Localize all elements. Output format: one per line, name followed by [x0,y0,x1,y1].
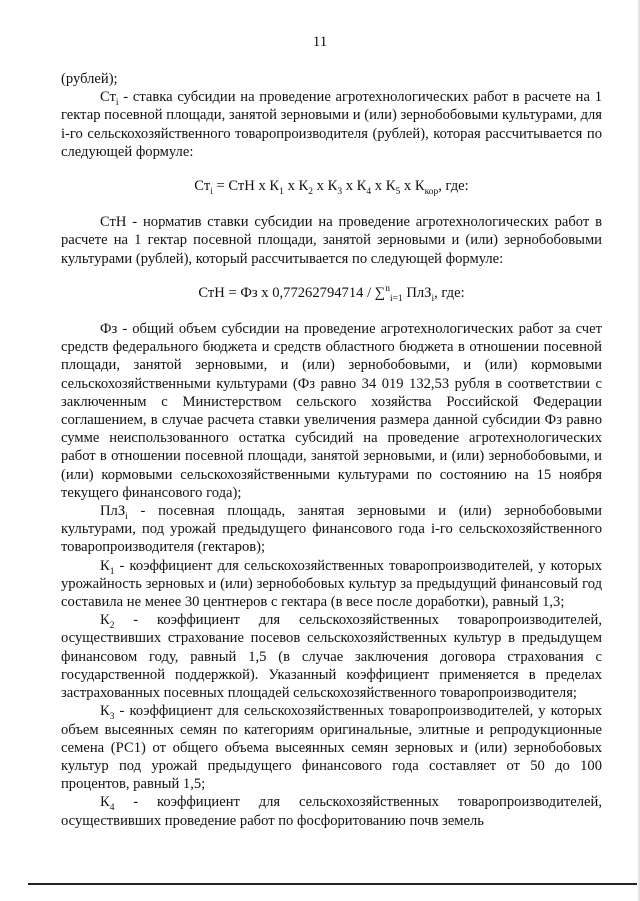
paragraph-k4-definition: $К_4$ - коэффициент для сельскохозяйственных товаропроизводителей, осуществивших проведение работ по фосфоритованию почв земель [61,794,602,829]
ct-subscript: i [115,98,119,109]
formula-ct: $Ст_i$ = СтН х $К_1$ х $К_2$ х $К_3$ х $К_4$ х $К_5$ х $К_{кор}$, где: [194,178,469,197]
paragraph-ct-definition [61,88,602,161]
paragraph-fz-definition: Фз - общий объем субсидии на проведение агротехнологических работ за счет средств федерального бюджета и средств областного бюджета в отношении посевной площади, занятой зерновыми, и (или) зернобобовыми, и (или) кормовыми сельскохозяйственными культурами (Фз равно 34 019 132,53 рубля в соответствии с заключенным с Министерством сельского хозяйства Российской Федерации соглашением, в случае расчета ставки увеличения размера данной субсидии Фз равно сумме неиспользованного остатка субсидий на проведение агротехнологических работ в отношении посевной площади, занятой зерновыми, и (или) зернобобовыми, и (или) кормовыми сельскохозяйственными культурами по состоянию на 15 ноября текущего финансового года); [61,321,602,501]
paragraph-ctn-definition: СтН - норматив ставки субсидии на проведение агротехнологических работ в расчете на 1 гектар посевной площади, занятой зерновыми и (или) зернобобовыми культурами (рублей), который рассчитывается по следующей формуле: [61,214,602,267]
paragraph-k2-definition: $К_2$ - коэффициент для сельскохозяйственных товаропроизводителей, осуществивших страхование посевов сельскохозяйственных культур в предыдущем финансовом году, равный 1,5 (в случае заключения договора страхования с государственной поддержкой). Указанный коэффициент применяется в пределах застрахованных посевных площадей сельскохозяйственного товаропроизводителя; [61,612,602,702]
page-number: 11 [312,34,328,50]
ct-text: - ставка субсидии на проведение агротехнологических работ в расчете на 1 гектар посевной площади, занятой зерновыми и (или) зернобобовыми культурами, для i-го сельскохозяйственного товаропроизводителя (рублей), которая рассчитывается по следующей формуле: [61,89,602,160]
page-bottom-divider [28,883,640,885]
formula-ctn: СтН = Фз х 0,77262794714 / ∑$^n_{i=1}$ ПлЗ$_i$, где: [198,283,465,304]
ct-symbol: Ст [100,89,116,106]
paragraph-k3-definition: $К_3$ - коэффициент для сельскохозяйственных товаропроизводителей, у которых объем высеянных семян по категориям оригинальные, элитные и репродукционные семена (РС1) от общего объема высеянных семян зерновых и (или) зернобобовых культур под урожай предыдущего финансового года составляет от 50 до 100 процентов, равный 1,5; [61,703,602,793]
paragraph-plz-definition: ПлЗ$_i$ - посевная площадь, занятая зерновыми и (или) зернобобовыми культурами, под урожай предыдущего финансового года i-го сельскохозяйственного товаропроизводителя (гектаров); [61,503,602,556]
document-body [61,70,602,830]
paragraph-k1-definition: $К_1$ - коэффициент для сельскохозяйственных товаропроизводителей, у которых урожайность зерновых и (или) зернобобовых культур за предыдущий финансовый год составила не менее 30 центнеров с гектара (в весе после доработки), равный 1,3; [61,557,602,611]
paragraph-rubley: (рублей); [61,71,118,87]
